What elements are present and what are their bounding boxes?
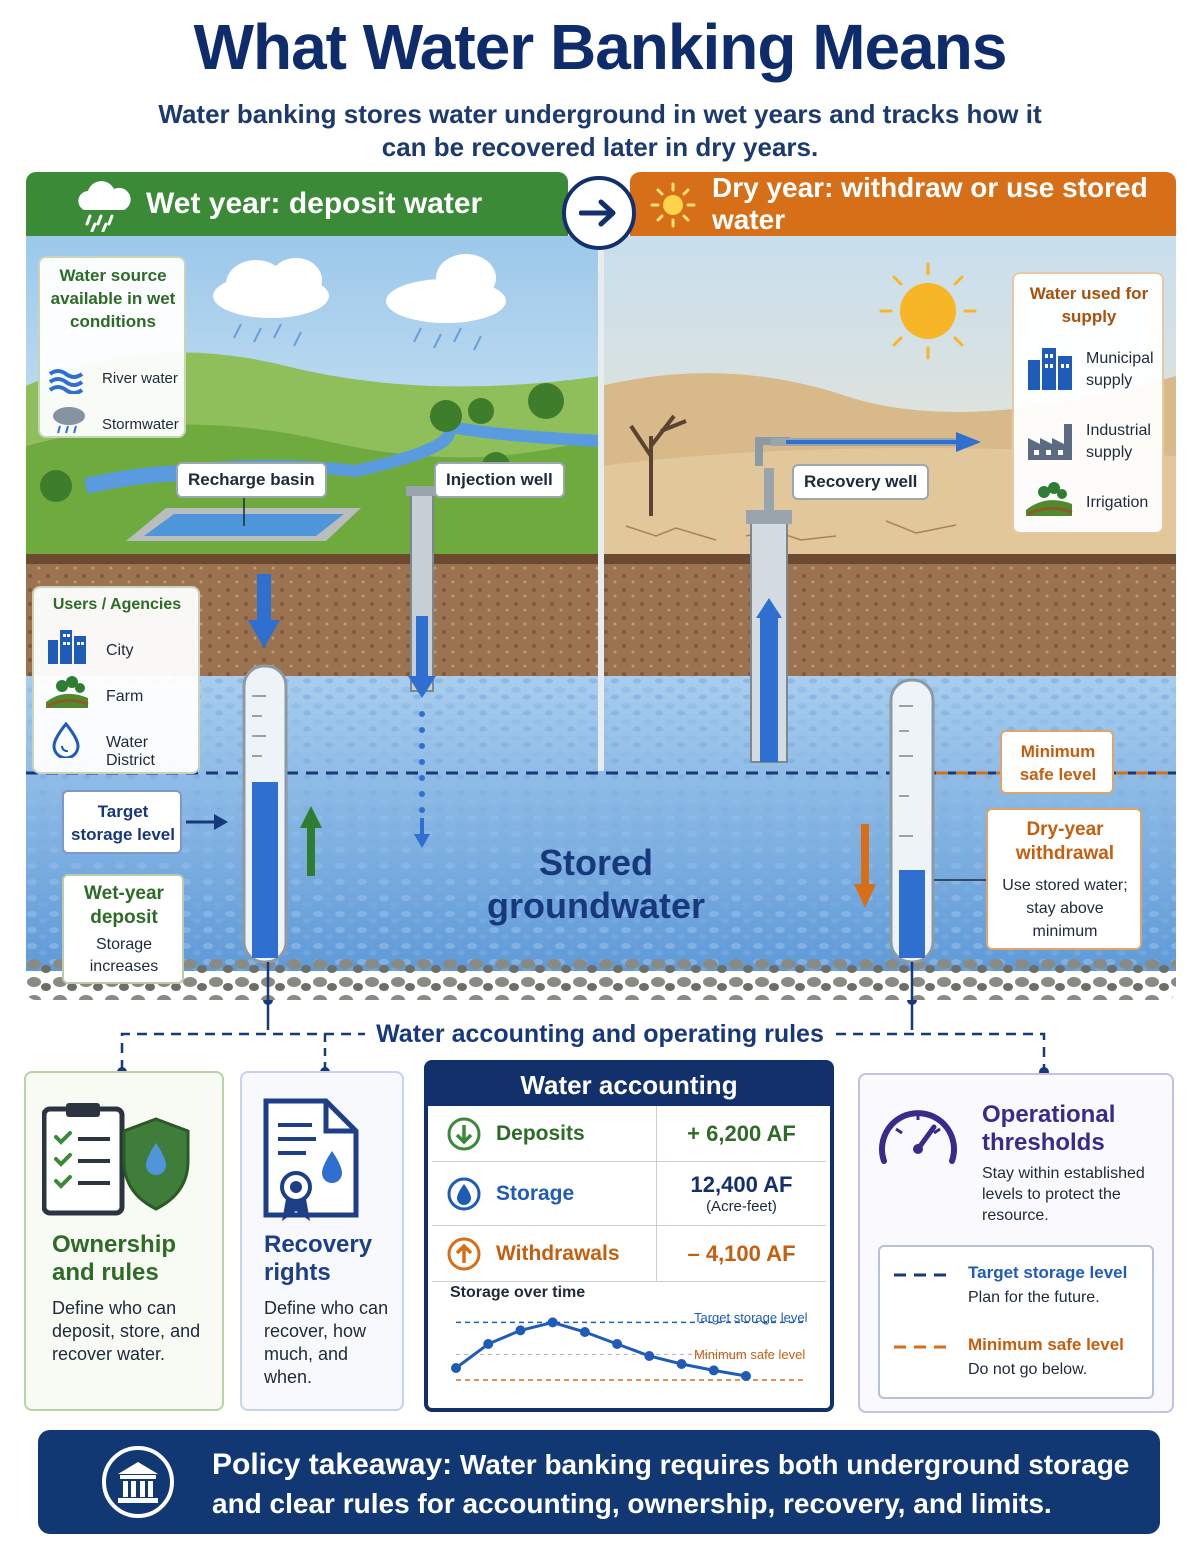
clipboard-icon bbox=[42, 1101, 192, 1226]
chart-target-label: Target storage level bbox=[694, 1310, 808, 1325]
dry-withdrawal-text: Use stored water; stay above minimum bbox=[1002, 877, 1128, 940]
threshold-legend bbox=[878, 1245, 1154, 1399]
deposits-label: Deposits bbox=[496, 1121, 585, 1145]
storage-point-4 bbox=[580, 1327, 590, 1337]
footer-line-1 bbox=[212, 1448, 1129, 1482]
storage-drop-icon bbox=[432, 1176, 496, 1212]
storage-point-9 bbox=[741, 1371, 751, 1381]
withdrawal-arrow-icon bbox=[432, 1236, 496, 1272]
recovery-well-label: Recovery well bbox=[792, 464, 929, 500]
river-waves-icon bbox=[48, 366, 88, 399]
storage-point-3 bbox=[548, 1317, 558, 1327]
rain-cloud-icon bbox=[70, 180, 136, 240]
thresholds-text: Stay within established levels to protect the resource. bbox=[982, 1165, 1145, 1224]
dry-year-header bbox=[630, 172, 1176, 236]
storage-point-2 bbox=[515, 1325, 525, 1335]
rules-heading: Water accounting and operating rules bbox=[376, 1020, 824, 1048]
source-storm: Stormwater bbox=[102, 416, 179, 433]
storage-note: (Acre-feet) bbox=[706, 1198, 777, 1215]
thresholds-box bbox=[858, 1073, 1174, 1413]
footer-text-1: Water banking requires both underground storage bbox=[459, 1449, 1130, 1480]
footer-text-2: and clear rules for accounting, ownership, recovery, and limits. bbox=[212, 1488, 1052, 1519]
accounting-row-withdrawals bbox=[432, 1226, 826, 1282]
footer-bold: Policy takeaway: bbox=[212, 1448, 453, 1481]
target-dash-swatch bbox=[894, 1271, 952, 1279]
min-safe-callout bbox=[1000, 730, 1114, 794]
accounting-table bbox=[432, 1106, 826, 1282]
supply-industrial: Industrial supply bbox=[1086, 422, 1151, 461]
legend-target-label: Target storage level bbox=[968, 1263, 1128, 1282]
withdrawals-value: – 4,100 AF bbox=[656, 1226, 826, 1282]
source-river: River water bbox=[102, 370, 178, 387]
factory-icon bbox=[1026, 420, 1076, 465]
supply-municipal: Municipal supply bbox=[1086, 350, 1154, 389]
stored-groundwater-label: Stored groundwater bbox=[486, 842, 705, 926]
users-card bbox=[32, 586, 200, 774]
certificate-icon bbox=[262, 1095, 362, 1230]
municipal-icon bbox=[1026, 344, 1074, 395]
injection-well-label: Injection well bbox=[434, 462, 565, 498]
sun-icon bbox=[650, 182, 696, 235]
thresholds-title: Operational thresholds bbox=[982, 1101, 1116, 1156]
storm-cloud-icon bbox=[50, 406, 88, 441]
storage-point-1 bbox=[483, 1339, 493, 1349]
wet-deposit-text: Storage increases bbox=[89, 936, 159, 975]
storage-value-cell bbox=[656, 1162, 826, 1226]
legend-min-desc: Do not go below. bbox=[968, 1361, 1088, 1378]
storage-point-6 bbox=[644, 1351, 654, 1361]
ownership-box bbox=[24, 1071, 224, 1411]
institution-icon bbox=[100, 1444, 176, 1525]
users-title: Users / Agencies bbox=[52, 596, 182, 613]
page-subtitle: Water banking stores water underground in wet years and tracks how it can be recovered later in dry years. bbox=[158, 99, 1042, 162]
wet-deposit-callout bbox=[62, 874, 184, 984]
user-water-district: Water District bbox=[106, 734, 155, 769]
supply-irrigation: Irrigation bbox=[1086, 494, 1149, 511]
accounting-row-deposits bbox=[432, 1106, 826, 1162]
supply-title: Water used for supply bbox=[1029, 284, 1149, 326]
wet-year-header bbox=[26, 172, 568, 236]
target-storage-callout bbox=[62, 790, 182, 854]
storage-value: 12,400 AF bbox=[690, 1172, 793, 1197]
legend-min-label: Minimum safe level bbox=[968, 1335, 1124, 1354]
irrigation-icon bbox=[1024, 480, 1074, 521]
chart-title: Storage over time bbox=[450, 1284, 586, 1301]
accounting-box bbox=[424, 1060, 834, 1412]
dry-year-title: Dry year: withdraw or use stored water bbox=[712, 172, 1148, 235]
storage-point-5 bbox=[612, 1339, 622, 1349]
water-drop-icon bbox=[52, 722, 80, 763]
water-source-title: Water source available in wet conditions bbox=[50, 266, 176, 331]
accounting-header bbox=[428, 1064, 830, 1106]
target-storage-text: Target storage level bbox=[71, 802, 175, 844]
storage-point-7 bbox=[677, 1359, 687, 1369]
recharge-basin-label: Recharge basin bbox=[176, 462, 327, 498]
user-farm: Farm bbox=[106, 688, 144, 705]
ownership-title: Ownership and rules bbox=[52, 1231, 177, 1286]
wet-deposit-title: Wet-year deposit bbox=[84, 883, 164, 928]
deposits-value: + 6,200 AF bbox=[656, 1106, 826, 1162]
ownership-text: Define who can deposit, store, and recover water. bbox=[52, 1298, 201, 1364]
recovery-title: Recovery rights bbox=[264, 1231, 373, 1286]
supply-card bbox=[1012, 272, 1164, 534]
wet-year-title: Wet year: deposit water bbox=[146, 187, 483, 220]
recovery-text: Define who can recover, how much, and when. bbox=[264, 1298, 389, 1387]
min-dash-swatch bbox=[894, 1343, 952, 1351]
page-title: What Water Banking Means bbox=[193, 11, 1007, 83]
accounting-title: Water accounting bbox=[520, 1069, 738, 1100]
legend-target-desc: Plan for the future. bbox=[968, 1289, 1100, 1306]
city-icon bbox=[46, 626, 90, 669]
dry-withdrawal-callout bbox=[986, 808, 1142, 950]
withdrawals-label: Withdrawals bbox=[496, 1241, 620, 1265]
deposit-arrow-icon bbox=[432, 1116, 496, 1152]
arrow-right-icon bbox=[562, 176, 636, 250]
gauge-icon bbox=[876, 1097, 960, 1172]
storage-point-8 bbox=[709, 1365, 719, 1375]
storage-label: Storage bbox=[496, 1181, 575, 1205]
accounting-row-storage bbox=[432, 1162, 826, 1226]
user-city: City bbox=[106, 642, 134, 659]
water-source-card bbox=[38, 256, 186, 438]
policy-takeaway-banner bbox=[38, 1430, 1160, 1534]
farm-icon bbox=[44, 674, 90, 713]
dry-withdrawal-title: Dry-year withdrawal bbox=[1015, 819, 1115, 864]
chart-min-label: Minimum safe level bbox=[694, 1347, 806, 1362]
storage-point-0 bbox=[451, 1363, 461, 1373]
groundwater-scene bbox=[26, 236, 1176, 1000]
recovery-box bbox=[240, 1071, 404, 1411]
min-safe-text: Minimum safe level bbox=[1019, 742, 1097, 784]
